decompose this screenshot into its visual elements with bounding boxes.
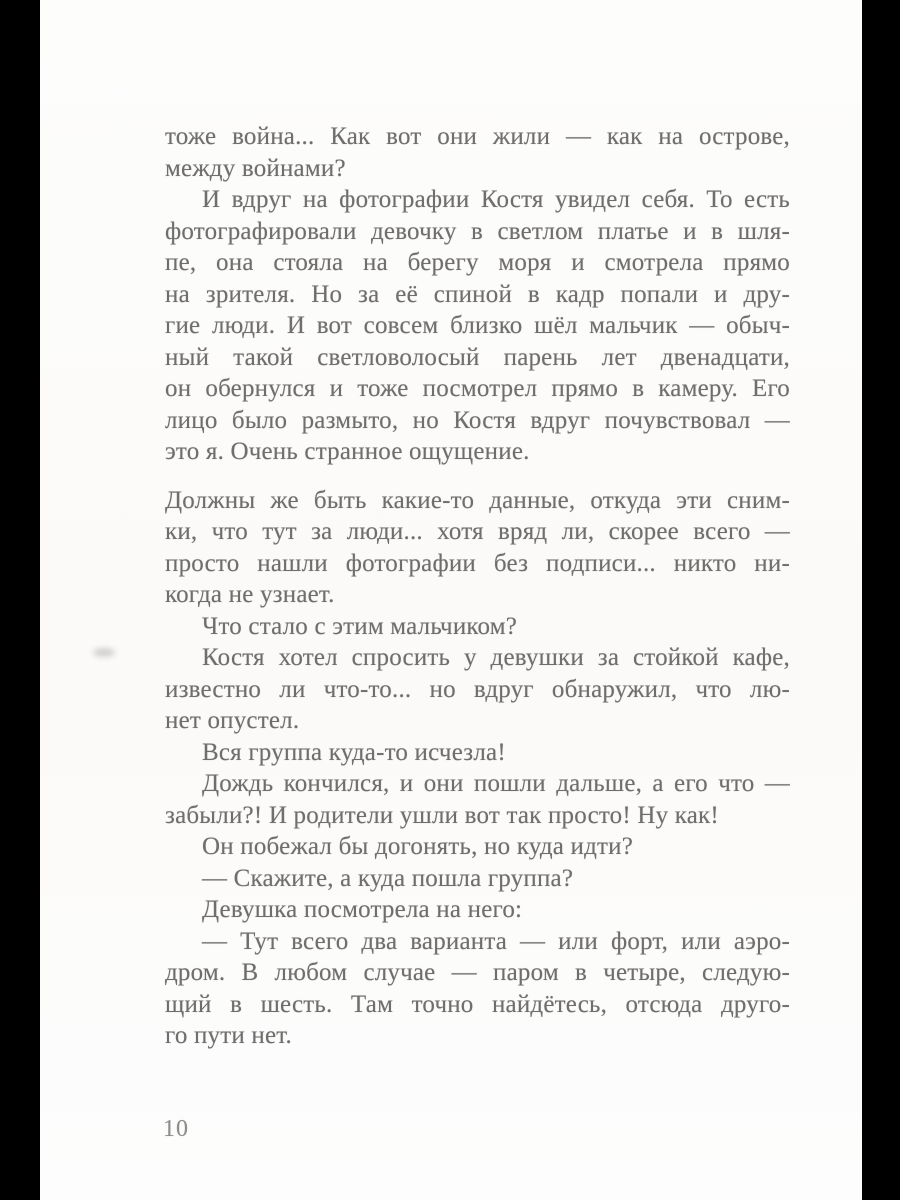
text-line: дром. В любом случае — паром в четыре, следую- [165,959,790,986]
text-line: Он побежал бы догонять, но куда идти? [202,833,633,860]
text-line: нет опустел. [165,707,300,734]
text-line: когда не узнает. [165,581,335,608]
text-block [165,121,790,1052]
text-line: это я. Очень странное ощущение. [165,438,530,465]
text-line: — Тут всего два варианта — или форт, или аэро- [202,927,790,955]
text-line: Дождь кончился, и они пошли дальше, а его что — [202,770,790,797]
text-line: го пути нет. [165,1022,292,1049]
text-line: щий в шесть. Там точно найдётесь, отсюда друго- [165,990,790,1018]
text-line: лицо было размыто, но Костя вдруг почувствовал — [165,406,790,434]
text-line: гие люди. И вот совсем близко шёл мальчик — обыч- [165,312,790,339]
text-line: забыли?! И родители ушли вот так просто! Ну как! [165,801,719,829]
text-line: тоже война... Как вот они жили — как на острове, [165,123,790,150]
text-line: ки, что тут за люди... хотя вряд ли, скорее всего — [165,518,790,545]
text-line: И вдруг на фотографии Костя увидел себя. То есть [202,186,790,213]
text-line: ный такой светловолосый парень лет двенадцати, [165,343,790,371]
text-line: Костя хотел спросить у девушки за стойкой кафе, [202,644,790,671]
scan-edge-left [0,0,40,1200]
text-line: Что стало с этим мальчиком? [202,612,518,640]
scan-smudge [93,648,115,657]
text-line: известно ли что-то... но вдруг обнаружил, что лю- [165,675,790,703]
text-line: Должны же быть какие-то данные, откуда эти сним- [165,486,790,514]
text-line: пе, она стояла на берегу моря и смотрела прямо [165,249,790,276]
text-line: на зрителя. Но за её спиной в кадр попали и дру- [165,280,790,308]
text-line: Вся группа куда-то исчезла! [202,738,506,766]
text-line: просто нашли фотографии без подписи... никто ни- [165,549,790,577]
text-line: — Скажите, а куда пошла группа? [202,864,574,892]
text-line: фотографировали девочку в светлом платье и в шля- [165,217,790,245]
scan-edge-right [862,0,900,1200]
page-number: 10 [163,1116,189,1142]
text-line: он обернулся и тоже посмотрел прямо в камеру. Его [165,375,790,402]
text-line: между войнами? [165,154,346,182]
text-line: Девушка посмотрела на него: [202,896,523,923]
